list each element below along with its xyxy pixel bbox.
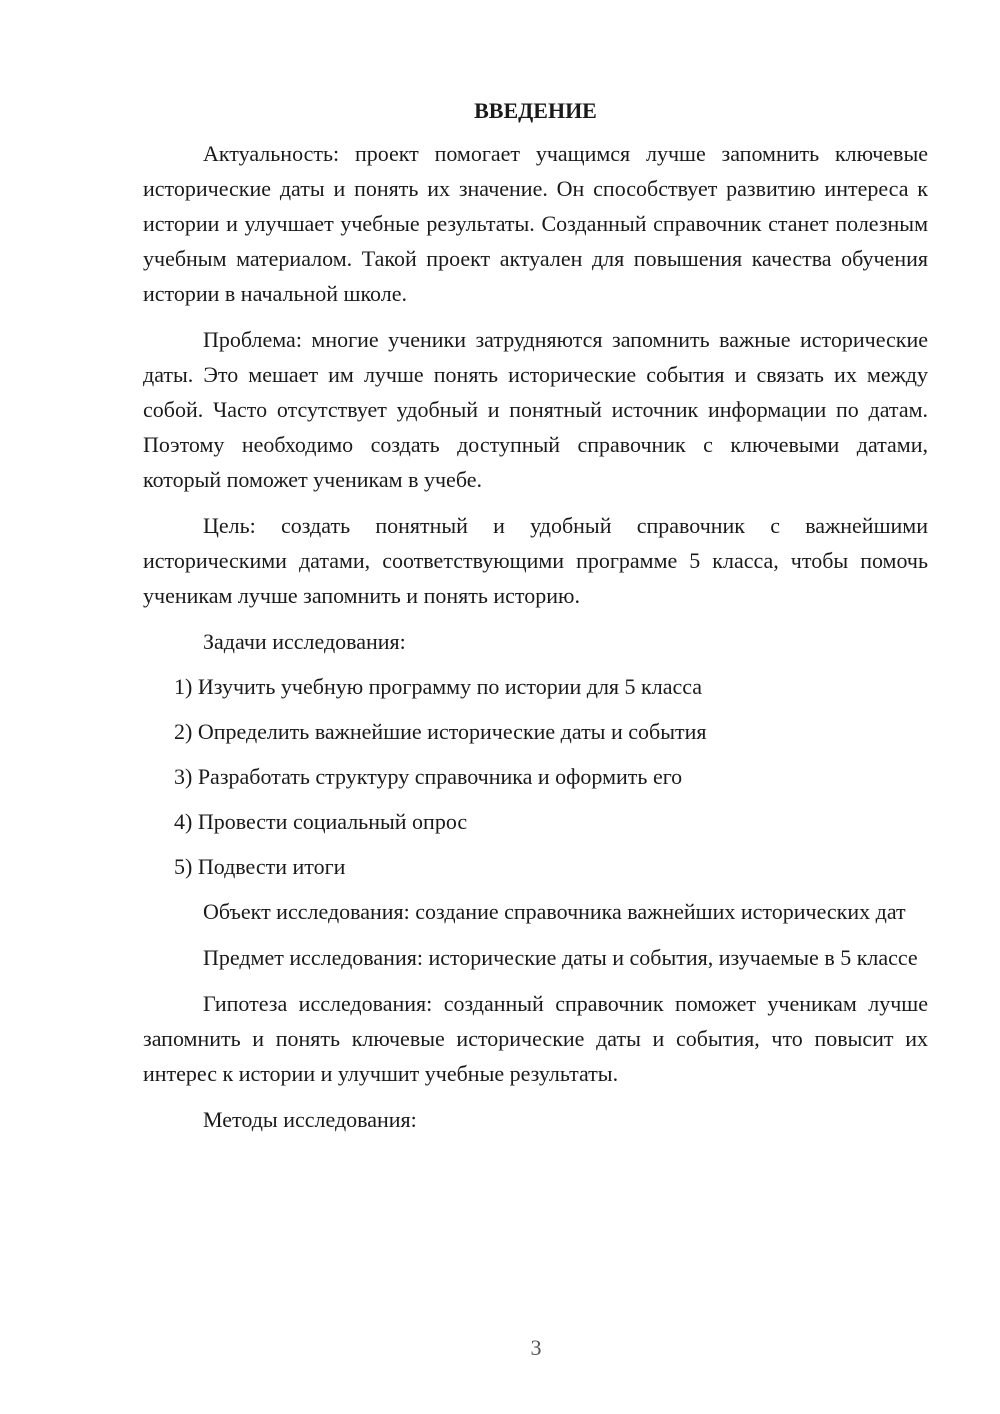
task-item: 5) Подвести итоги: [174, 854, 346, 879]
problem-paragraph: Проблема: многие ученики затрудняются запомнить важные исторические даты. Это мешает им лучше понять исторические события и связать их между собой. Часто отсутствует удобный и понятный источник информации по датам. Поэтому необходимо создать доступный справочник с ключевыми датами, который поможет ученикам в учебе.: [143, 327, 928, 492]
task-item: 2) Определить важнейшие исторические даты и события: [174, 719, 707, 744]
page-title: ВВЕДЕНИЕ: [474, 98, 597, 123]
object-paragraph: Объект исследования: создание справочника важнейших исторических дат: [203, 899, 906, 924]
subject-paragraph: Предмет исследования: исторические даты и события, изучаемые в 5 классе: [203, 945, 918, 970]
tasks-list: [143, 669, 928, 884]
document-page: [143, 95, 928, 1147]
task-item: 1) Изучить учебную программу по истории для 5 класса: [174, 674, 703, 699]
relevance-paragraph: Актуальность: проект помогает учащимся лучше запомнить ключевые исторические даты и понять их значение. Он способствует развитию интереса к истории и улучшает учебные результаты. Созданный справочник станет полезным учебным материалом. Такой проект актуален для повышения качества обучения истории в начальной школе.: [143, 141, 928, 306]
goal-paragraph: Цель: создать понятный и удобный справочник с важнейшими историческими датами, соответствующими программе 5 класса, чтобы помочь ученикам лучше запомнить и понять историю.: [143, 513, 928, 608]
methods-heading: Методы исследования:: [203, 1107, 417, 1132]
page-number: 3: [530, 1335, 542, 1360]
task-item: 3) Разработать структуру справочника и оформить его: [174, 764, 683, 789]
hypothesis-paragraph: Гипотеза исследования: созданный справочник поможет ученикам лучше запомнить и понять ключевые исторические даты и события, что повысит их интерес к истории и улучшит учебные результаты.: [143, 991, 928, 1086]
task-item: 4) Провести социальный опрос: [174, 809, 468, 834]
tasks-heading: Задачи исследования:: [203, 629, 406, 654]
